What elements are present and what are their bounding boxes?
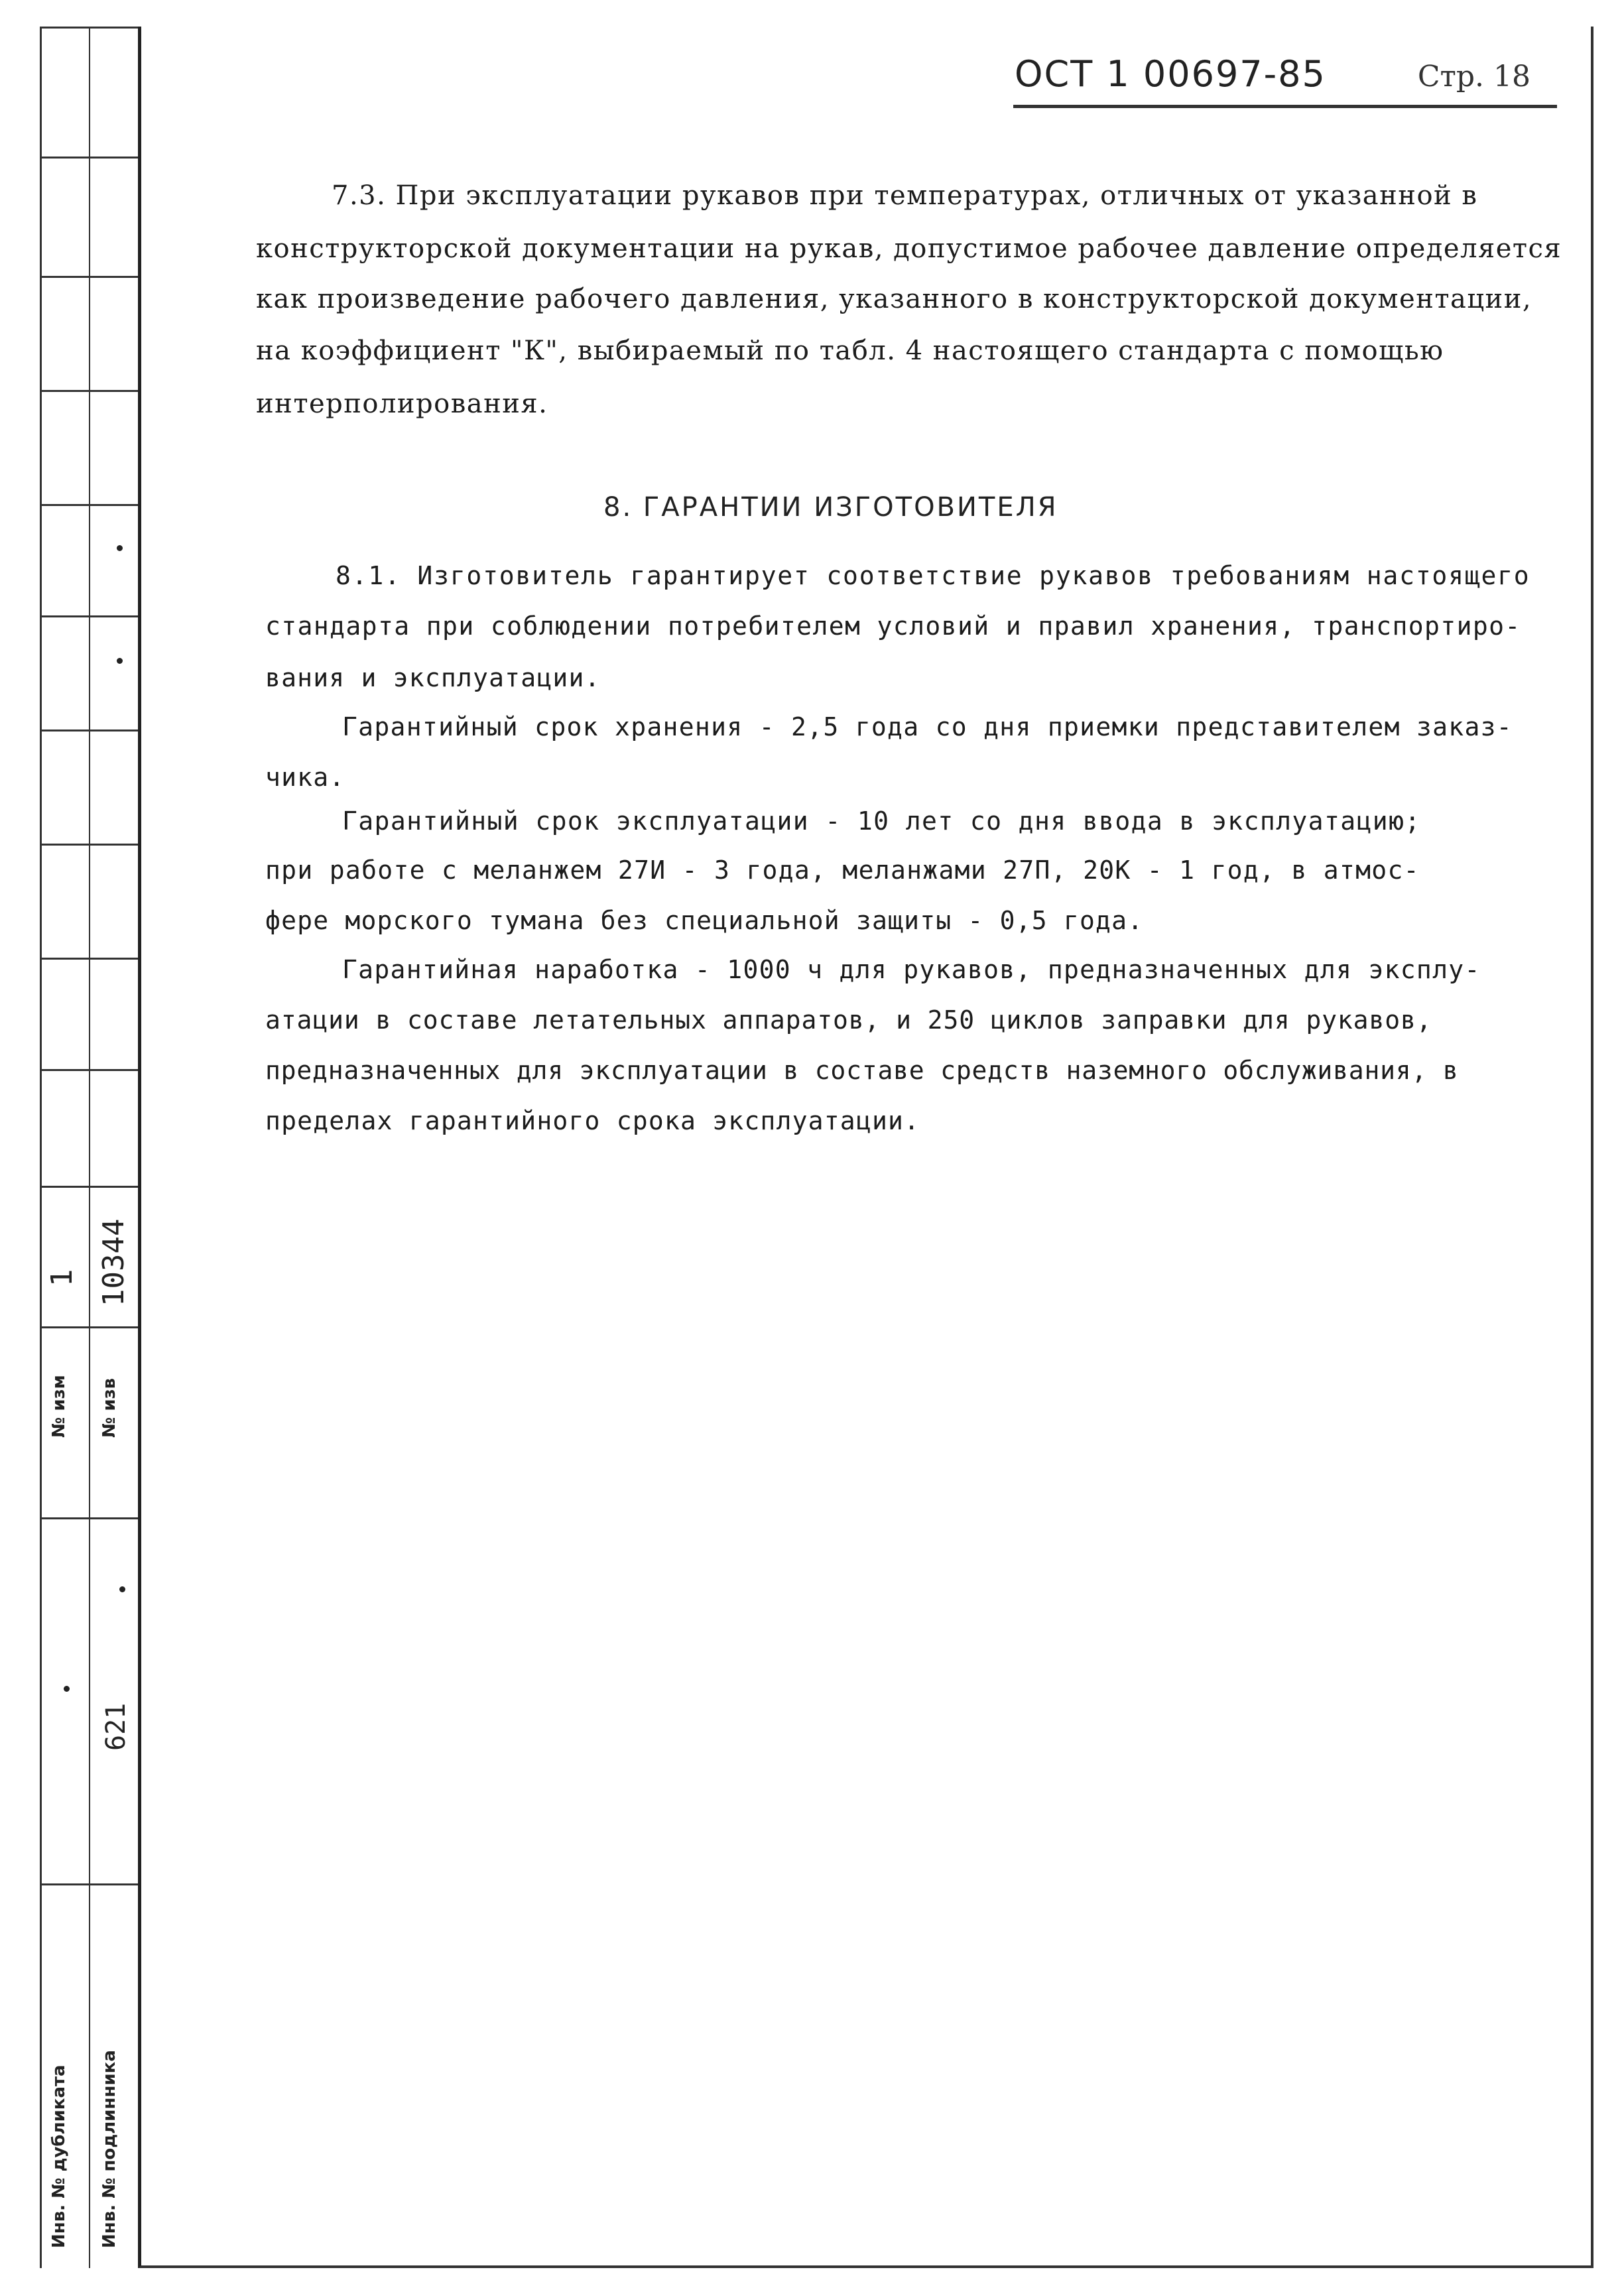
text-line: конструкторской документации на рукав, допустимое рабочее давление определяется <box>256 233 1562 264</box>
section-heading: 8. ГАРАНТИИ ИЗГОТОВИТЕЛЯ <box>603 492 1058 523</box>
mark-dot <box>119 1586 125 1592</box>
strip-cell <box>40 1883 138 1885</box>
strip-cell <box>40 157 138 159</box>
change-no-label: № изм <box>49 1375 69 1438</box>
strip-cell <box>40 615 138 617</box>
duplicate-inv-label: Инв. № дубликата <box>49 2064 69 2248</box>
text-line: при работе с меланжем 27И - 3 года, меланжами 27П, 20К - 1 год, в атмос- <box>265 856 1420 885</box>
text-line: 7.3. При эксплуатации рукавов при температурах, отличных от указанной в <box>332 180 1478 211</box>
strip-cell <box>40 1326 138 1328</box>
notice-no-value: 10344 <box>97 1218 131 1306</box>
change-no-value: 1 <box>45 1269 79 1287</box>
strip-cell <box>40 730 138 731</box>
original-inv-value: 621 <box>101 1702 131 1751</box>
text-line: 8.1. Изготовитель гарантирует соответствие рукавов требованиям настоящего <box>336 561 1530 590</box>
original-inv-label: Инв. № подлинника <box>99 2050 119 2248</box>
text-line: интерполирования. <box>256 389 548 419</box>
page-header <box>1013 53 1557 108</box>
mark-dot <box>64 1686 70 1692</box>
text-line: стандарта при соблюдении потребителем условий и правил хранения, транспортиро- <box>265 611 1521 641</box>
text-line: вания и эксплуатации. <box>265 663 601 692</box>
strip-middle-line <box>89 27 90 2268</box>
page-number: Стр. 18 <box>1417 60 1530 94</box>
text-line: фере морского тумана без специальной защиты - 0,5 года. <box>265 906 1144 935</box>
strip-cell <box>40 1186 138 1188</box>
strip-cell <box>40 1517 138 1519</box>
document-code: ОСТ 1 00697-85 <box>1015 53 1326 95</box>
strip-cell <box>40 958 138 960</box>
text-line: предназначенных для эксплуатации в составе средств наземного обслуживания, в <box>265 1056 1459 1085</box>
text-line: пределах гарантийного срока эксплуатации. <box>265 1106 920 1135</box>
text-line: Гарантийный срок эксплуатации - 10 лет со дня ввода в эксплуатацию; <box>342 806 1421 836</box>
strip-cell <box>40 390 138 392</box>
strip-cell <box>40 504 138 506</box>
strip-cell <box>40 1069 138 1071</box>
margin-stamp-strip <box>40 27 138 2268</box>
text-line: атации в составе летательных аппаратов, и 250 циклов заправки для рукавов, <box>265 1005 1432 1035</box>
text-line: Гарантийный срок хранения - 2,5 года со дня приемки представителем заказ- <box>342 712 1513 741</box>
text-line: как произведение рабочего давления, указанного в конструкторской документации, <box>256 284 1532 314</box>
mark-dot <box>117 658 123 664</box>
strip-outer-line <box>40 27 42 2268</box>
mark-dot <box>117 545 123 551</box>
strip-cell <box>40 844 138 846</box>
strip-cell <box>40 27 138 29</box>
text-line: чика. <box>265 763 345 792</box>
strip-cell <box>40 276 138 278</box>
text-line: Гарантийная наработка - 1000 ч для рукавов, предназначенных для эксплу- <box>342 955 1481 984</box>
text-line: на коэффициент "К", выбираемый по табл. 4 настоящего стандарта с помощью <box>256 336 1444 366</box>
notice-no-label: № изв <box>99 1377 119 1438</box>
